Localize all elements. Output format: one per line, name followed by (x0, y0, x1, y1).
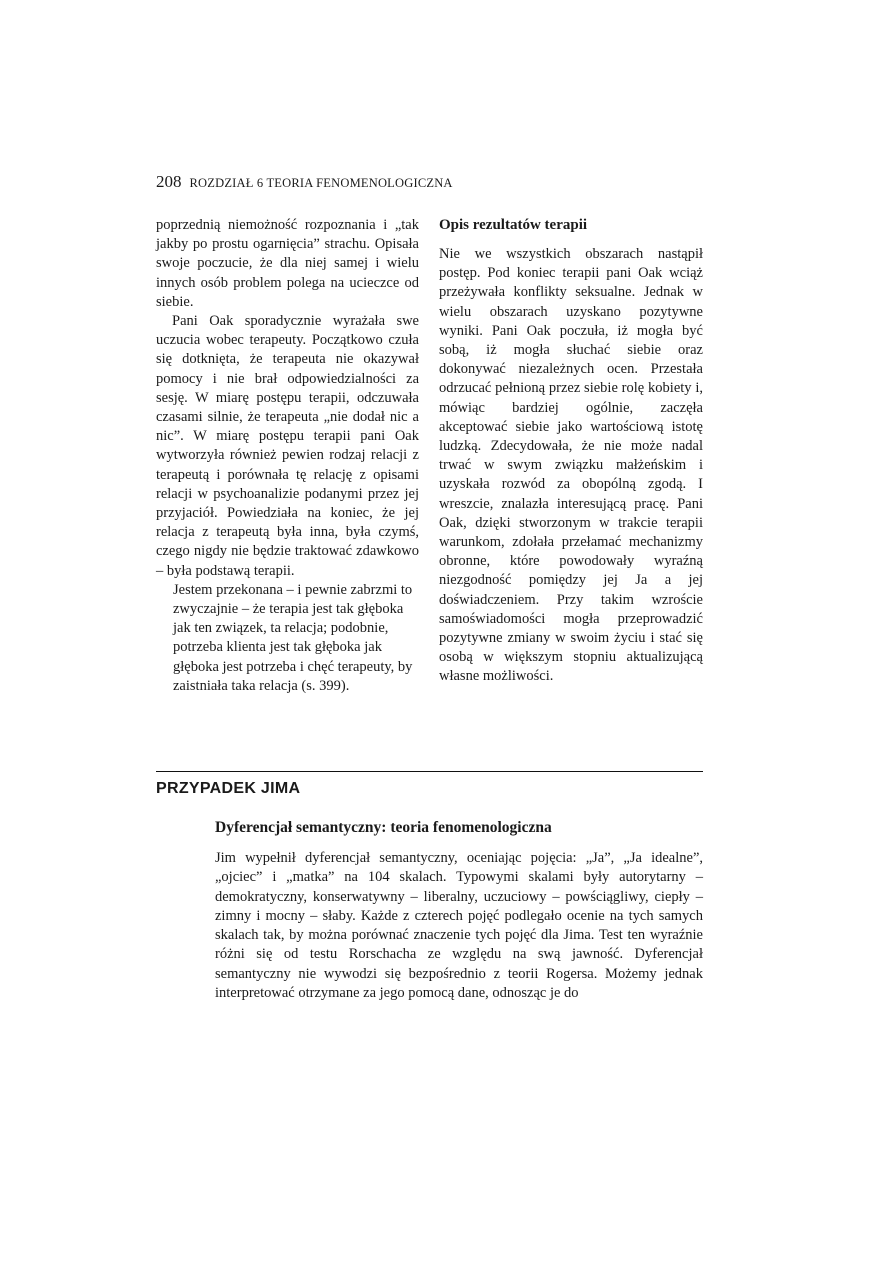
case-title: PRZYPADEK JIMA (156, 780, 301, 797)
section-divider (156, 771, 703, 772)
left-paragraph-2: Pani Oak sporadycznie wyrażała swe uczucia wobec terapeuty. Początkowo czuła się dotknięta, że terapeuta nie okazywał pomocy i nie brał odpowiedzialności za sesję. W miarę postępu terapii, odczuwała czasami silnie, że terapeuta „nie dodał nic a nic”. W miarę postępu terapii pani Oak wytworzyła również pewien rodzaj relacji z terapeutą i porównała tę relację z opisami relacji w psychoanalizie podanymi przez jej przyjaciół. Powiedziała na koniec, że jej relacja z terapeutą była inna, była czymś, czego nigdy nie będzie traktować zdawkowo – była podstawą terapii. (156, 313, 419, 579)
case-section (215, 818, 703, 1003)
chapter-title: ROZDZIAŁ 6 TEORIA FENOMENOLOGICZNA (189, 176, 453, 190)
right-column (439, 216, 703, 687)
section-heading-results: Opis rezultatów terapii (439, 217, 588, 233)
left-paragraph-1: poprzednią niemożność rozpoznania i „tak jakby po prostu ogarnięcia” strachu. Opisała swoje poczucie, że dla niej samej i wielu innych osób problem polega na ucieczce od siebie. (156, 217, 419, 310)
case-paragraph-1: Jim wypełnił dyferencjał semantyczny, oceniając pojęcia: „Ja”, „Ja idealne”, „ojciec” i „matka” na 104 skalach. Typowymi skalami były autorytarny – demokratyczny, konserwatywny – liberalny, uczuciowy – powściągliwy, ciepły – zimny i mocny – słaby. Każde z czterech pojęć podlegało ocenie na tych samych skalach tak, by można porównać znaczenie tych pojęć dla Jima. Test ten wyraźnie różni się od testu Rorschacha ze względu na swą jawność. Dyferencjał semantyczny nie wywodzi się bezpośrednio z teorii Rogersa. Możemy jednak interpretować otrzymane za jego pomocą dane, odnosząc je do (215, 850, 703, 1002)
page-number: 208 (156, 172, 182, 191)
right-paragraph-1: Nie we wszystkich obszarach nastąpił postęp. Pod koniec terapii pani Oak wciąż przeżywała konflikty seksualne. Jednak w wielu obszarach uzyskano pozytywne wyniki. Pani Oak poczuła, iż mogła być sobą, iż mogła słuchać siebie oraz dokonywać niezależnych ocen. Przestała odrzucać pełnioną przez siebie rolę kobiety i, mówiąc bardziej ogólnie, zaczęła akceptować siebie jako wartościową istotę ludzką. Zdecydowała, że nie może nadal trwać w swym związku małżeńskim i uzyskała rozwód za obopólną zgodą. I wreszcie, znalazła interesującą pracę. Pani Oak, dzięki stworzonym w trakcie terapii warunkom, zdołała przełamać mechanizmy obronne, które powodowały wyraźną niezgodność pomiędzy jej Ja a jej doświadczeniem. Przy takim wzroście samoświadomości mogła przeprowadzić pozytywne zmiany w swoim życiu i stać się osobą w większym stopniu aktualizującą własne możliwości. (439, 246, 703, 685)
running-header (156, 172, 453, 192)
section-heading-differential: Dyferencjał semantyczny: teoria fenomenologiczna (215, 819, 552, 836)
block-quote: Jestem przekonana – i pewnie zabrzmi to zwyczajnie – że terapia jest tak głęboka jak ten związek, ta relacja; podobnie, potrzeba klienta jest tak głęboka jak głęboka jest potrzeba i chęć terapeuty, by zaistniała taka relacja (s. 399). (173, 581, 413, 694)
left-column (156, 216, 419, 696)
